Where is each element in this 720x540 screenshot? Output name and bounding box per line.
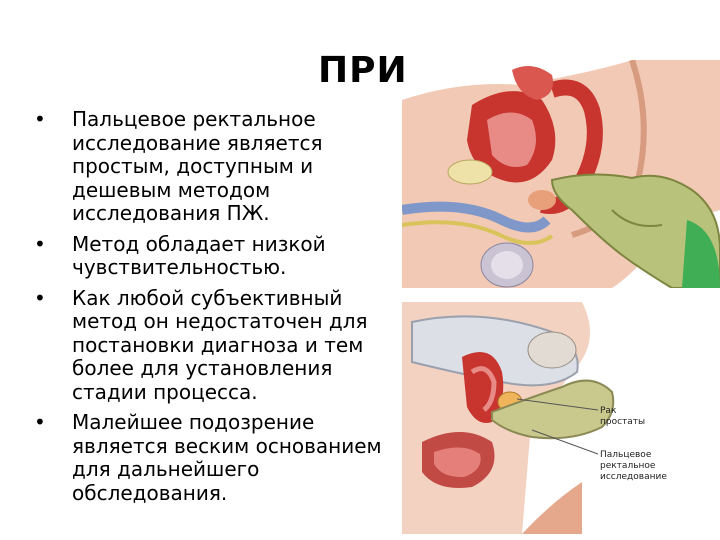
bullet-item — [34, 233, 394, 280]
slide-title: ПРИ — [318, 50, 408, 91]
bullet-item — [34, 287, 394, 405]
bullet-icon: • — [34, 231, 46, 256]
buttock — [522, 482, 582, 534]
label-line: Пальцевое — [600, 450, 652, 460]
bladder — [528, 332, 576, 368]
bullet-icon: • — [34, 410, 46, 434]
label-prostate-cancer — [600, 406, 670, 428]
label-digital-exam — [600, 450, 710, 483]
anatomy-illustration-bottom — [402, 302, 720, 534]
anatomy-drawing-top — [402, 60, 720, 288]
bullet-text: Как любой субъективный метод он недостаточен для постановки диагноза и тем более для установления стадии процесса. — [72, 285, 368, 404]
bullet-icon: • — [34, 285, 46, 310]
bullet-item — [34, 108, 394, 226]
anatomy-drawing-bottom — [402, 302, 720, 534]
bullet-text: Метод обладает низкой чувствительностью. — [72, 231, 326, 279]
label-line: Рак — [600, 406, 617, 416]
testicle-inner — [491, 251, 523, 279]
bullet-text: Малейшее подозрение является веским основанием для дальнейшего обследования. — [72, 410, 382, 505]
label-line: ректальное — [600, 461, 656, 471]
pubic-bone — [448, 160, 492, 184]
label-line: исследование — [600, 472, 667, 482]
label-line: простаты — [600, 417, 646, 427]
prostate-gland — [528, 190, 556, 210]
bullet-text: Пальцевое ректальное исследование является простым, доступным и дешевым методом исследования ПЖ. — [72, 107, 323, 225]
bullet-item — [34, 411, 394, 505]
anatomy-illustration-top — [402, 60, 720, 288]
bullet-list — [34, 108, 394, 512]
bullet-icon: • — [34, 107, 46, 131]
